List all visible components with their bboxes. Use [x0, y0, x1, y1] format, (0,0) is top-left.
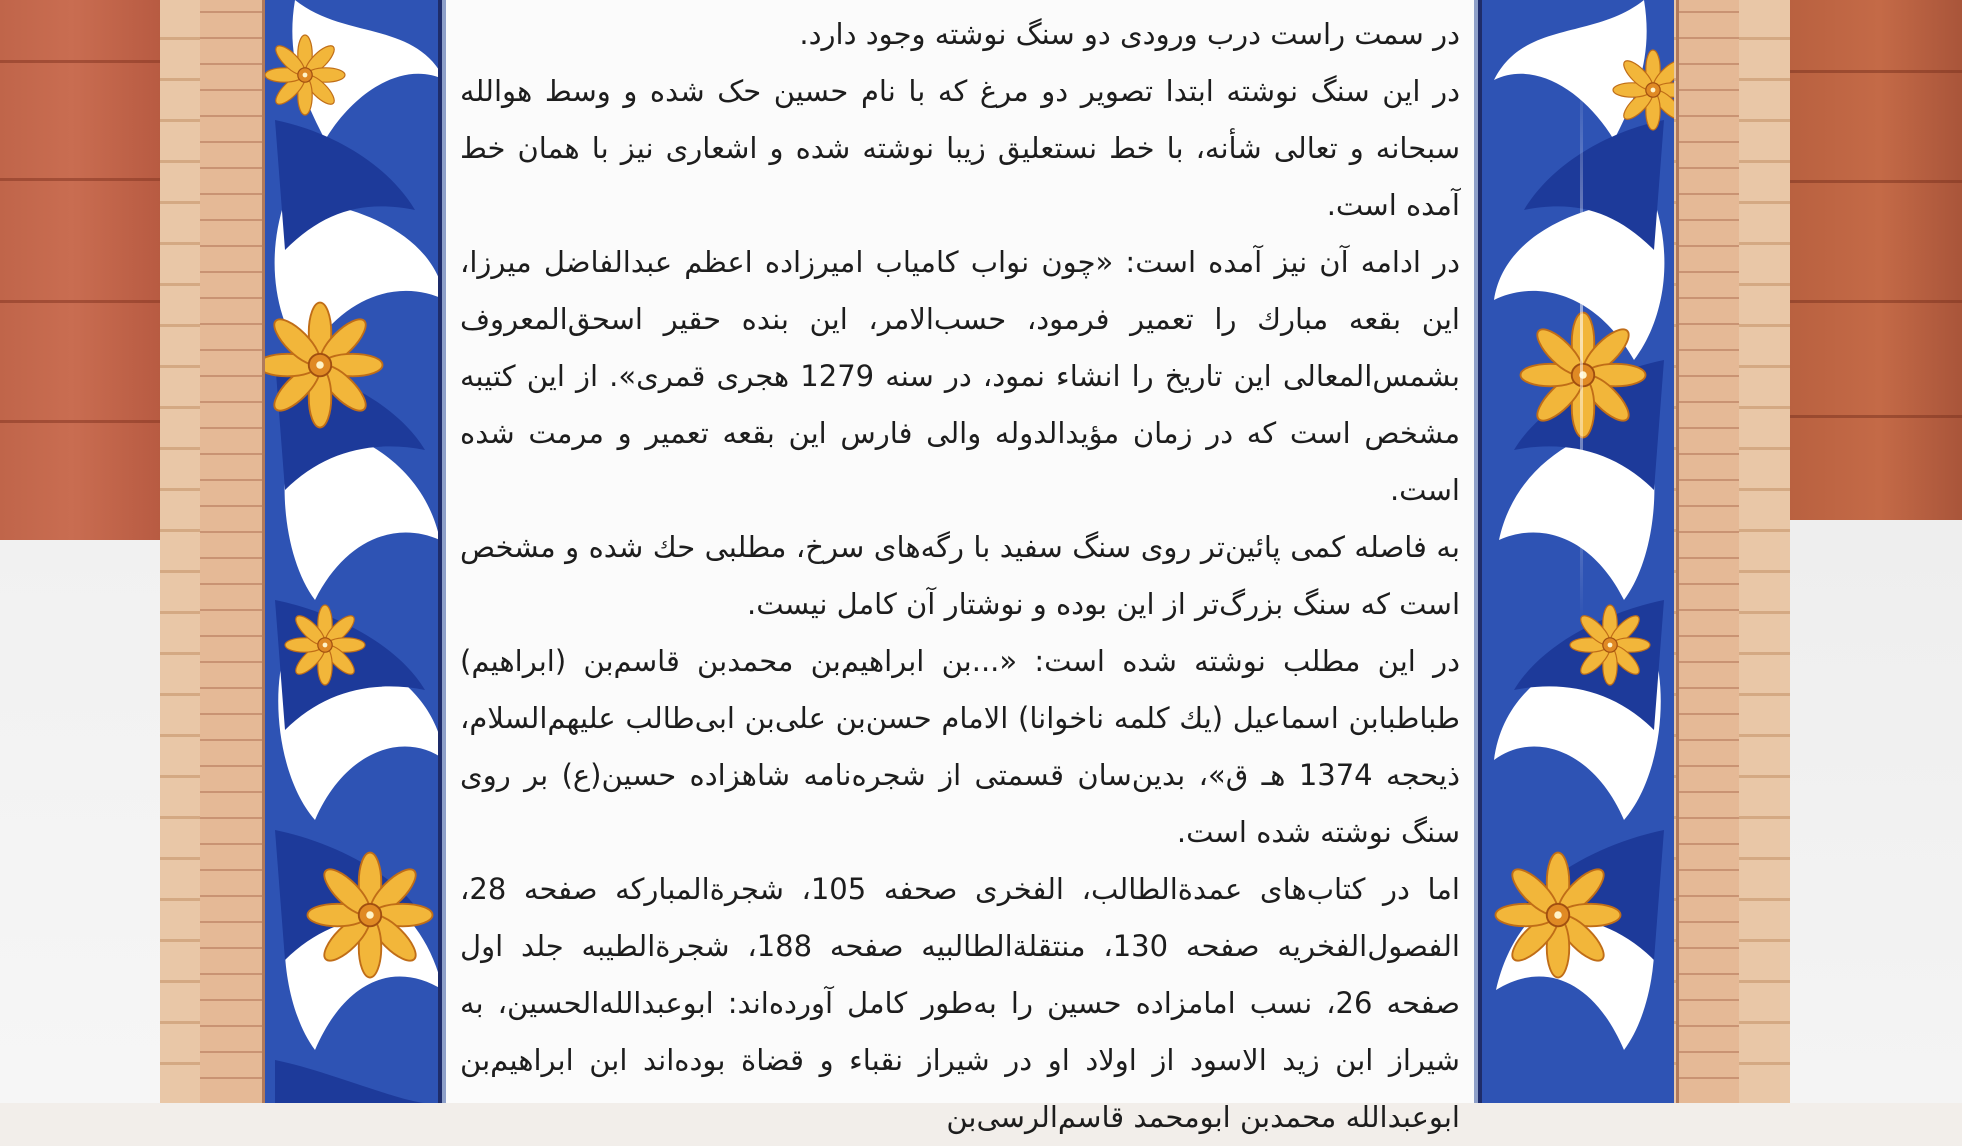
- tile-border-left: [265, 0, 465, 1103]
- floral-tile-pattern-right: [1478, 0, 1674, 1103]
- paragraph-5: در این مطلب نوشته شده است: «...بن ابراهیم‌بن محمدبن قاسم‌بن (ابراهیم) طباطبابن اسماعیل (یك کلمه ناخوانا) الامام حسن‌بن علی‌بن ابی‌طالب علیهم‌السلام، ذیحجه 1374 هـ ق»، بدین‌سان قسمتی از شجره‌نامه شاهزاده حسین(ع) بر روی سنگ نوشته شده است.: [460, 644, 1460, 849]
- paragraph-6: اما در کتاب‌های عمدة‌الطالب، الفخری صحفه 105، شجرة‌المبارکه صفحه 28، الفصول‌الفخریه صفحه 130، منتقلة‌الطالبیه صفحه 188، شجرة‌الطیبه جلد اول صفحه 26، نسب امامزاده حسین را به‌طور کامل آورده‌اند: ابوعبدالله‌الحسین، به شیراز ابن زید الاسود از اولاد او در شیراز نقباء و قضاة بوده‌اند ابن ابراهیم‌بن ابوعبدالله محمدبن ابومحمد قاسم‌الرسی‌بن: [460, 872, 1461, 1134]
- tile-border-right: [1478, 0, 1674, 1103]
- paragraph-4: به فاصله کمی پائین‌تر روی سنگ سفید با رگه‌های سرخ، مطلبی حك شده و مشخص است که سنگ بزرگ‌تر از این بوده و نوشتار آن کامل نیست.: [460, 530, 1460, 621]
- stone-frame-inner-left: [200, 0, 265, 1103]
- inscription-text: [460, 6, 1461, 1134]
- brick-wall-left: [0, 0, 160, 1103]
- stone-frame-inner-right: [1676, 0, 1739, 1103]
- paragraph-1: در سمت راست درب ورودی دو سنگ نوشته وجود دارد.: [799, 17, 1460, 51]
- brick-wall-right: [1780, 0, 1962, 1103]
- light-reflection: [1580, 60, 1583, 620]
- paragraph-2: در این سنگ نوشته ابتدا تصویر دو مرغ که با نام حسین حک شده و وسط هوالله سبحانه و تعالی شأنه، با خط نستعلیق زیبا نوشته شده و اشعاری نیز با همان خط آمده است.: [460, 74, 1460, 222]
- floral-tile-pattern-left: [265, 0, 465, 1103]
- paragraph-3: در ادامه آن نیز آمده است: «چون نواب کامیاب امیرزاده اعظم عبدالفاضل میرزا، این بقعه مبارك را تعمیر فرمود، حسب‌الامر، این بنده حقیر اسحق‌المعروف بشمس‌المعالی این تاریخ را انشاء نمود، در سنه 1279 هجری قمری». از این کتیبه مشخص است که در زمان مؤیدالدوله والی فارس این بقعه تعمیر و مرمت شده است.: [460, 245, 1460, 507]
